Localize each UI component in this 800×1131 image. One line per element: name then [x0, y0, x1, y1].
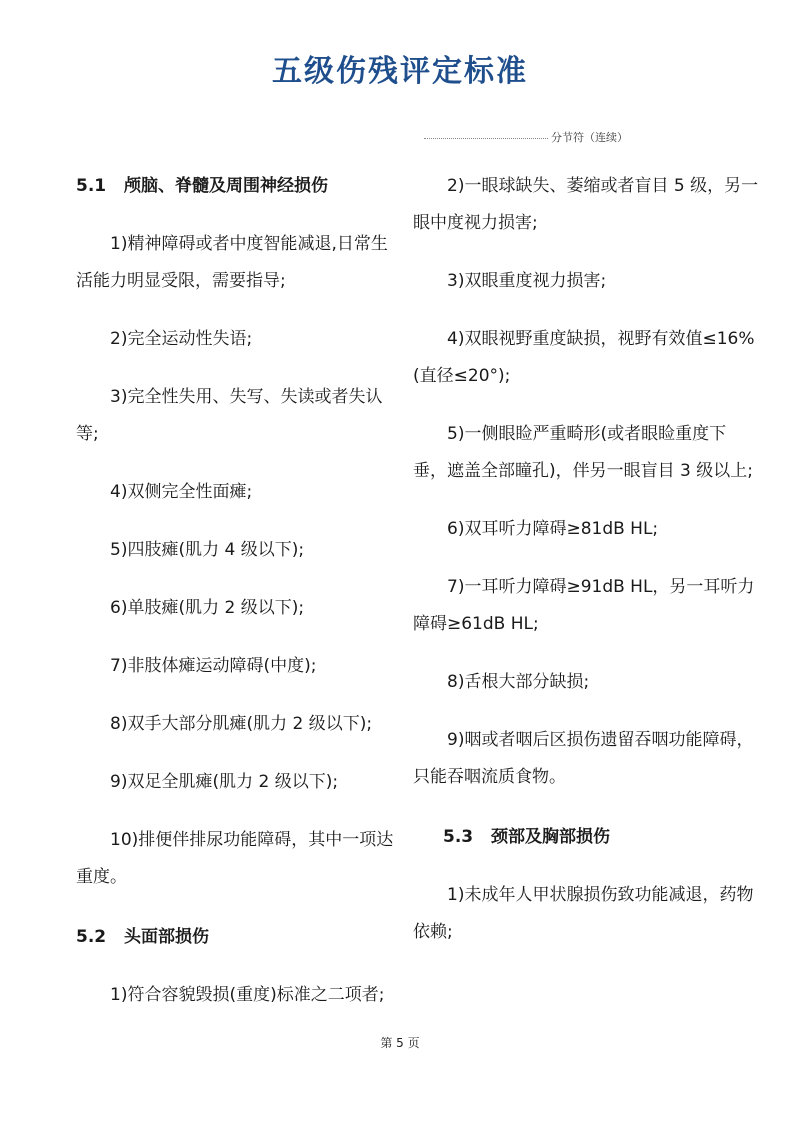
list-item: 7)一耳听力障碍≥91dB HL，另一耳听力障碍≥61dB HL; — [413, 577, 755, 634]
list-item: 7)非肢体瘫运动障碍(中度); — [110, 656, 317, 676]
section-number: 5.2 — [76, 927, 107, 947]
list-item: 1)精神障碍或者中度智能减退,日常生活能力明显受限，需要指导; — [76, 234, 388, 291]
section-heading-5-3 — [413, 819, 759, 856]
list-item: 1)未成年人甲状腺损伤致功能减退，药物依赖; — [413, 885, 754, 942]
list-item: 4)双眼视野重度缺损，视野有效值≤16%(直径≤20°); — [413, 329, 755, 386]
list-item: 9)咽或者咽后区损伤遗留吞咽功能障碍，只能吞咽流质食物。 — [413, 730, 754, 787]
section-heading-text: 头面部损伤 — [124, 927, 209, 947]
list-item: 5)一侧眼睑严重畸形(或者眼睑重度下垂，遮盖全部瞳孔)，伴另一眼盲目 3 级以上; — [413, 424, 753, 481]
list-item: 5)四肢瘫(肌力 4 级以下); — [110, 540, 305, 560]
right-column — [413, 168, 759, 951]
list-item: 9)双足全肌瘫(肌力 2 级以下); — [110, 772, 339, 792]
section-break-label: 分节符（连续） — [548, 130, 631, 146]
section-heading-5-1 — [76, 168, 394, 205]
list-item: 2)一眼球缺失、萎缩或者盲目 5 级，另一眼中度视力损害; — [413, 176, 759, 233]
list-item: 8)舌根大部分缺损; — [447, 672, 590, 692]
list-item: 6)双耳听力障碍≥81dB HL; — [447, 519, 659, 539]
section-number: 5.1 — [76, 176, 107, 196]
list-item: 8)双手大部分肌瘫(肌力 2 级以下); — [110, 714, 373, 734]
page-number: 第 5 页 — [380, 1036, 420, 1050]
list-item: 3)双眼重度视力损害; — [447, 271, 607, 291]
section-number: 5.3 — [443, 827, 474, 847]
left-column — [76, 168, 394, 1014]
list-item: 4)双侧完全性面瘫; — [110, 482, 253, 502]
list-item: 2)完全运动性失语; — [110, 329, 253, 349]
section-heading-5-2 — [76, 919, 394, 956]
document-title: 五级伤残评定标准 — [272, 54, 528, 89]
section-heading-text: 颅脑、脊髓及周围神经损伤 — [124, 176, 328, 196]
list-item: 3)完全性失用、失写、失读或者失认等; — [76, 387, 383, 444]
section-heading-text: 颈部及胸部损伤 — [491, 827, 610, 847]
list-item: 10)排便伴排尿功能障碍，其中一项达重度。 — [76, 830, 394, 887]
list-item: 6)单肢瘫(肌力 2 级以下); — [110, 598, 305, 618]
section-break-marker — [424, 130, 630, 146]
list-item: 1)符合容貌毁损(重度)标准之二项者; — [110, 985, 385, 1005]
